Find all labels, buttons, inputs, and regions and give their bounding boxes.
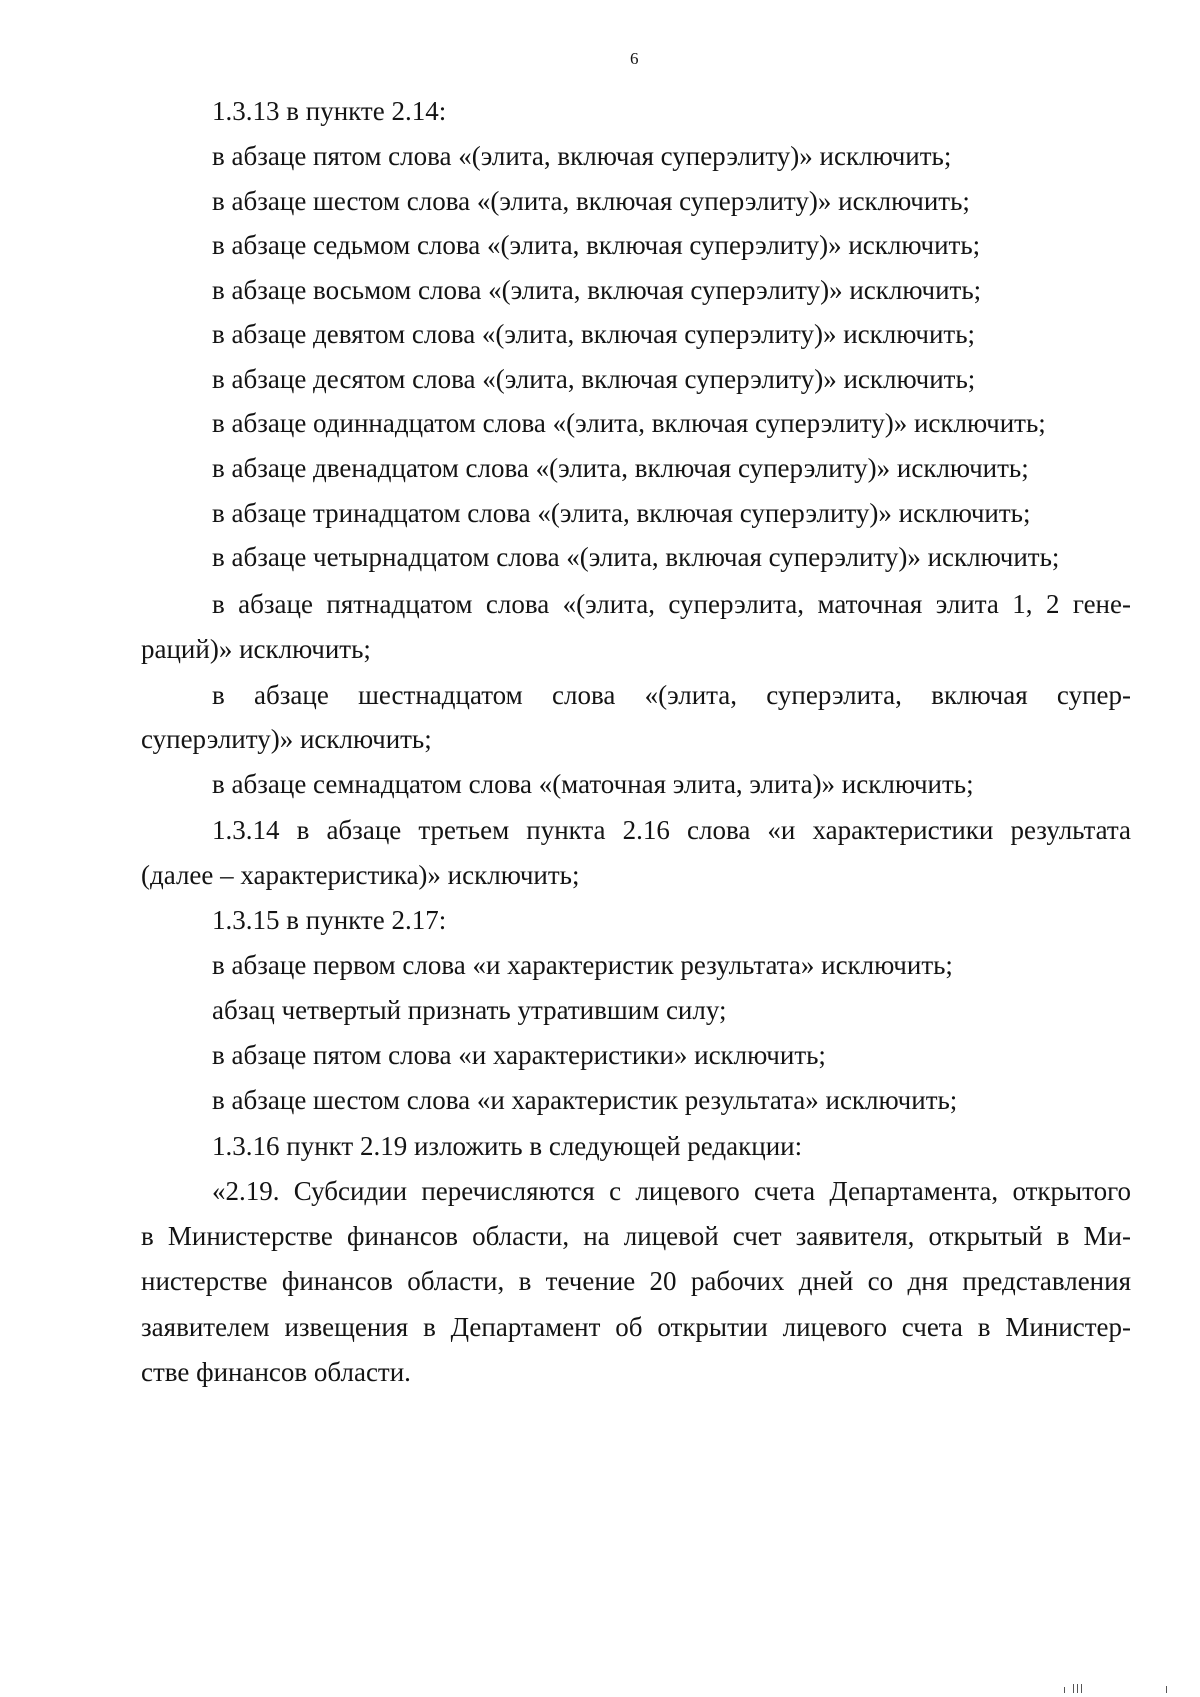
text-line: в абзаце семнадцатом слова «(маточная элита, элита)» исключить; [212,769,974,799]
text-line: в абзаце десятом слова «(элита, включая суперэлиту)» исключить; [212,364,976,394]
text-line: в абзаце пятом слова «и характеристики» исключить; [212,1040,826,1070]
text-line: в абзаце одиннадцатом слова «(элита, включая суперэлиту)» исключить; [212,408,1046,438]
text-line: в абзаце шестом слова «и характеристик результата» исключить; [212,1085,958,1115]
text-line: в абзаце двенадцатом слова «(элита, включая суперэлиту)» исключить; [212,453,1029,483]
text-line: в абзаце восьмом слова «(элита, включая суперэлиту)» исключить; [212,275,982,305]
scan-artifact-marks [1062,1683,1182,1693]
text-line: нистерстве финансов области, в течение 20 рабочих дней со дня представления [141,1266,1131,1296]
text-line: в абзаце четырнадцатом слова «(элита, включая суперэлиту)» исключить; [212,542,1060,572]
text-line: в абзаце седьмом слова «(элита, включая суперэлиту)» исключить; [212,230,981,260]
text-line: в Министерстве финансов области, на лицевой счет заявителя, открытый в Ми- [141,1221,1131,1251]
page-number: 6 [630,49,639,68]
text-line: в абзаце пятом слова «(элита, включая суперэлиту)» исключить; [212,141,952,171]
text-line: в абзаце первом слова «и характеристик результата» исключить; [212,950,953,980]
text-line: в абзаце шестом слова «(элита, включая суперэлиту)» исключить; [212,186,970,216]
text-line: суперэлиту)» исключить; [141,724,432,754]
text-line: «2.19. Субсидии перечисляются с лицевого счета Департамента, открытого [212,1176,1131,1206]
text-line: (далее – характеристика)» исключить; [141,860,580,890]
text-line-subclause-1-3-16: 1.3.16 пункт 2.19 изложить в следующей редакции: [212,1131,803,1161]
text-line: раций)» исключить; [141,634,371,664]
text-line-subclause-1-3-13: 1.3.13 в пункте 2.14: [212,96,447,126]
text-line: в абзаце шестнадцатом слова «(элита, суперэлита, включая супер- [212,680,1131,710]
text-line-subclause-1-3-14: 1.3.14 в абзаце третьем пункта 2.16 слова «и характеристики результата [212,815,1131,845]
text-line: в абзаце пятнадцатом слова «(элита, суперэлита, маточная элита 1, 2 гене- [212,589,1131,619]
text-line: в абзаце тринадцатом слова «(элита, включая суперэлиту)» исключить; [212,498,1031,528]
text-line: заявителем извещения в Департамент об открытии лицевого счета в Министер- [141,1312,1131,1342]
text-line: абзац четвертый признать утратившим силу; [212,995,727,1025]
text-line: стве финансов области. [141,1357,411,1387]
text-line-subclause-1-3-15: 1.3.15 в пункте 2.17: [212,905,447,935]
text-line: в абзаце девятом слова «(элита, включая суперэлиту)» исключить; [212,319,976,349]
